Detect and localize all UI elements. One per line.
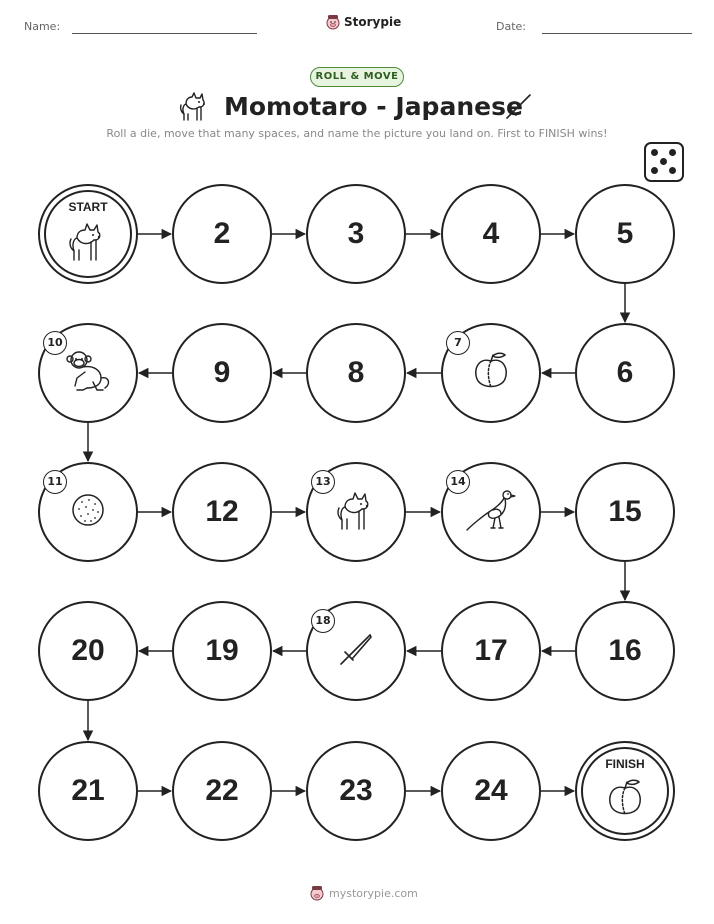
space-number: 9 [213,356,231,389]
dog-icon [333,487,379,537]
space-number: 5 [616,217,634,250]
board-space-14 [441,462,541,562]
space-number: 16 [608,634,642,667]
monkey-icon [63,348,113,398]
space-number-badge: 13 [311,470,335,494]
board-space-4 [441,184,541,284]
instructions-text: Roll a die, move that many spaces, and name the picture you land on. First to FINISH wins! [106,127,608,140]
board-space-3 [306,184,406,284]
board-space-19 [172,601,272,701]
space-number: 24 [474,774,508,807]
space-number-badge: 7 [446,331,470,355]
sword-icon [336,629,376,673]
board-space-22 [172,741,272,841]
space-number-badge: 14 [446,470,470,494]
brand-name: Storypie [344,15,402,29]
space-number: 19 [205,634,239,667]
board-space-7 [441,323,541,423]
peach-icon [469,349,513,397]
pig-mascot-icon [309,885,325,901]
board-space-21 [38,741,138,841]
board-space-11 [38,462,138,562]
board-space-5 [575,184,675,284]
space-number: 15 [608,495,642,528]
space-number: 2 [213,217,231,250]
board-space-24 [441,741,541,841]
board-space-9 [172,323,272,423]
start-space [38,184,138,284]
space-number: 20 [71,634,105,667]
board-space-12 [172,462,272,562]
space-number: 17 [474,634,508,667]
space-number: 21 [71,774,105,807]
board-space-23 [306,741,406,841]
space-number-badge: 11 [43,470,67,494]
footer-url[interactable]: mystorypie.com [329,886,418,900]
space-number: 8 [347,356,365,389]
board-space-17 [441,601,541,701]
board-space-6 [575,323,675,423]
space-number: 22 [205,774,239,807]
dog-icon [65,218,111,268]
board-space-15 [575,462,675,562]
space-number-badge: 18 [311,609,335,633]
finish-label: FINISH [605,757,645,771]
space-number: 4 [482,217,500,250]
board-space-8 [306,323,406,423]
date-label: Date: [496,20,526,33]
name-label: Name: [24,20,61,33]
space-number: 3 [347,217,365,250]
space-number: 12 [205,495,239,528]
roll-and-move-badge: ROLL & MOVE [310,67,404,87]
finish-space [575,741,675,841]
board-space-13 [306,462,406,562]
rice-dumpling-icon [68,490,108,534]
board-space-10 [38,323,138,423]
board-space-2 [172,184,272,284]
start-label: START [68,200,108,214]
board-space-18 [306,601,406,701]
page-title: Momotaro - Japanese [224,92,523,121]
pheasant-icon [463,486,519,538]
space-number-badge: 10 [43,331,67,355]
space-number: 6 [616,356,634,389]
peach-icon [603,776,647,824]
space-number: 23 [339,774,373,807]
board-space-16 [575,601,675,701]
board-space-20 [38,601,138,701]
footer [309,885,418,901]
